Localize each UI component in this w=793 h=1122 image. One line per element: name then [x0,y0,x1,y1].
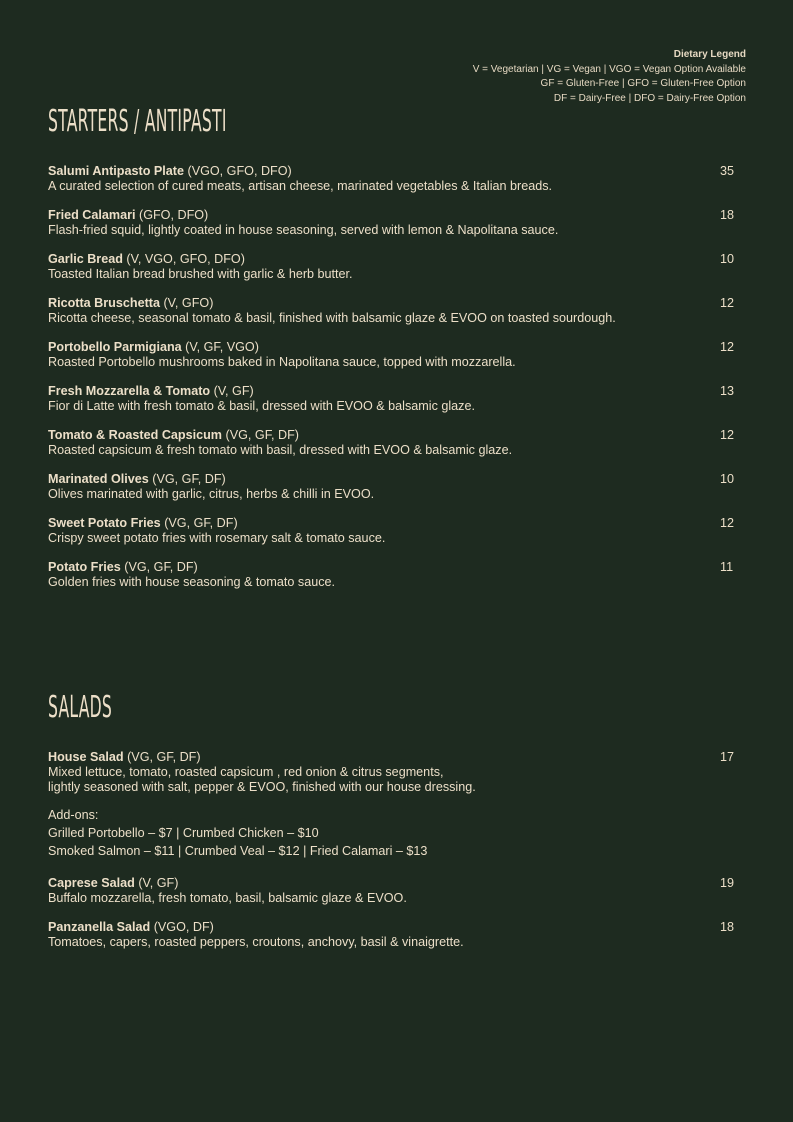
item-description: Roasted capsicum & fresh tomato with basil, dressed with EVOO & balsamic glaze. [48,443,513,457]
addons-line: Grilled Portobello – $7 | Crumbed Chicken – $10 [48,826,319,840]
item-description: Flash-fried squid, lightly coated in house seasoning, served with lemon & Napolitana sauce. [48,223,559,237]
item-tags: (VG, GF, DF) [152,472,226,486]
item-name: House Salad [48,750,124,764]
item-description: Mixed lettuce, tomato, roasted capsicum , red onion & citrus segments, [48,765,444,779]
item-description: Ricotta cheese, seasonal tomato & basil, finished with balsamic glaze & EVOO on toasted sourdough. [48,311,616,325]
item-name: Garlic Bread [48,252,123,266]
item-price: 12 [720,516,735,530]
item-name: Sweet Potato Fries [48,516,161,530]
item-price: 12 [720,428,735,442]
menu-item [48,208,748,238]
item-tags: (VGO, GFO, DFO) [187,164,292,178]
legend-title: Dietary Legend [673,49,746,60]
menu-item [48,920,748,950]
menu-item [48,472,748,502]
menu-item [48,252,748,282]
item-description: lightly seasoned with salt, pepper & EVOO, finished with our house dressing. [48,780,476,794]
item-name: Fried Calamari [48,208,136,222]
item-price: 12 [720,296,735,310]
menu-item [48,428,748,458]
item-tags: (V, GFO) [163,296,214,310]
item-price: 18 [720,920,735,934]
item-price: 12 [720,340,735,354]
item-name: Salumi Antipasto Plate [48,164,184,178]
addons-list [48,806,427,860]
item-tags: (VG, GF, DF) [127,750,201,764]
item-price: 10 [720,472,735,486]
item-tags: (VG, GF, DF) [124,560,198,574]
item-name: Portobello Parmigiana [48,340,182,354]
item-tags: (V, GF) [213,384,254,398]
item-description: Roasted Portobello mushrooms baked in Napolitana sauce, topped with mozzarella. [48,355,516,369]
legend-line: GF = Gluten-Free | GFO = Gluten-Free Option [540,78,746,90]
item-tags: (V, GF) [138,876,179,890]
starters-section-title: STARTERS / ANTIPASTI [48,104,227,139]
menu-item [48,516,748,546]
menu-item [48,750,748,795]
item-description: Buffalo mozzarella, fresh tomato, basil, balsamic glaze & EVOO. [48,891,407,905]
item-tags: (VGO, DF) [153,920,214,934]
item-name: Fresh Mozzarella & Tomato [48,384,211,398]
item-name: Potato Fries [48,560,121,574]
item-price: 18 [720,208,735,222]
legend-line: DF = Dairy-Free | DFO = Dairy-Free Option [553,92,746,104]
item-description: A curated selection of cured meats, artisan cheese, marinated vegetables & Italian breads. [48,179,553,193]
item-price: 10 [720,252,735,266]
addons-line: Smoked Salmon – $11 | Crumbed Veal – $12 | Fried Calamari – $13 [48,844,428,858]
item-description: Golden fries with house seasoning & tomato sauce. [48,575,336,589]
item-description: Toasted Italian bread brushed with garlic & herb butter. [48,267,353,281]
item-description: Tomatoes, capers, roasted peppers, croutons, anchovy, basil & vinaigrette. [48,935,464,949]
menu-item [48,164,748,194]
menu-item [48,340,748,370]
item-name: Caprese Salad [48,876,135,890]
menu-item [48,560,748,590]
item-name: Marinated Olives [48,472,149,486]
menu-item [48,296,748,326]
item-description: Fior di Latte with fresh tomato & basil, dressed with EVOO & balsamic glaze. [48,399,475,413]
item-tags: (VG, GF, DF) [225,428,299,442]
menu-item [48,384,748,414]
item-name: Ricotta Bruschetta [48,296,160,310]
item-price: 19 [720,876,735,890]
item-tags: (V, GF, VGO) [185,340,259,354]
item-price: 35 [720,164,735,178]
item-description: Crispy sweet potato fries with rosemary salt & tomato sauce. [48,531,386,545]
legend-line: V = Vegetarian | VG = Vegan | VGO = Vegan Option Available [472,63,746,75]
item-description: Olives marinated with garlic, citrus, herbs & chilli in EVOO. [48,487,375,501]
item-tags: (V, VGO, GFO, DFO) [126,252,245,266]
item-name: Tomato & Roasted Capsicum [48,428,223,442]
item-price: 17 [720,750,735,764]
item-price: 11 [720,560,734,574]
item-tags: (GFO, DFO) [139,208,209,222]
salads-section-title: SALADS [48,690,113,725]
addons-title: Add-ons: [48,808,99,822]
dietary-legend [473,48,746,106]
menu-item [48,876,748,906]
item-name: Panzanella Salad [48,920,151,934]
item-price: 13 [720,384,735,398]
item-tags: (VG, GF, DF) [164,516,238,530]
